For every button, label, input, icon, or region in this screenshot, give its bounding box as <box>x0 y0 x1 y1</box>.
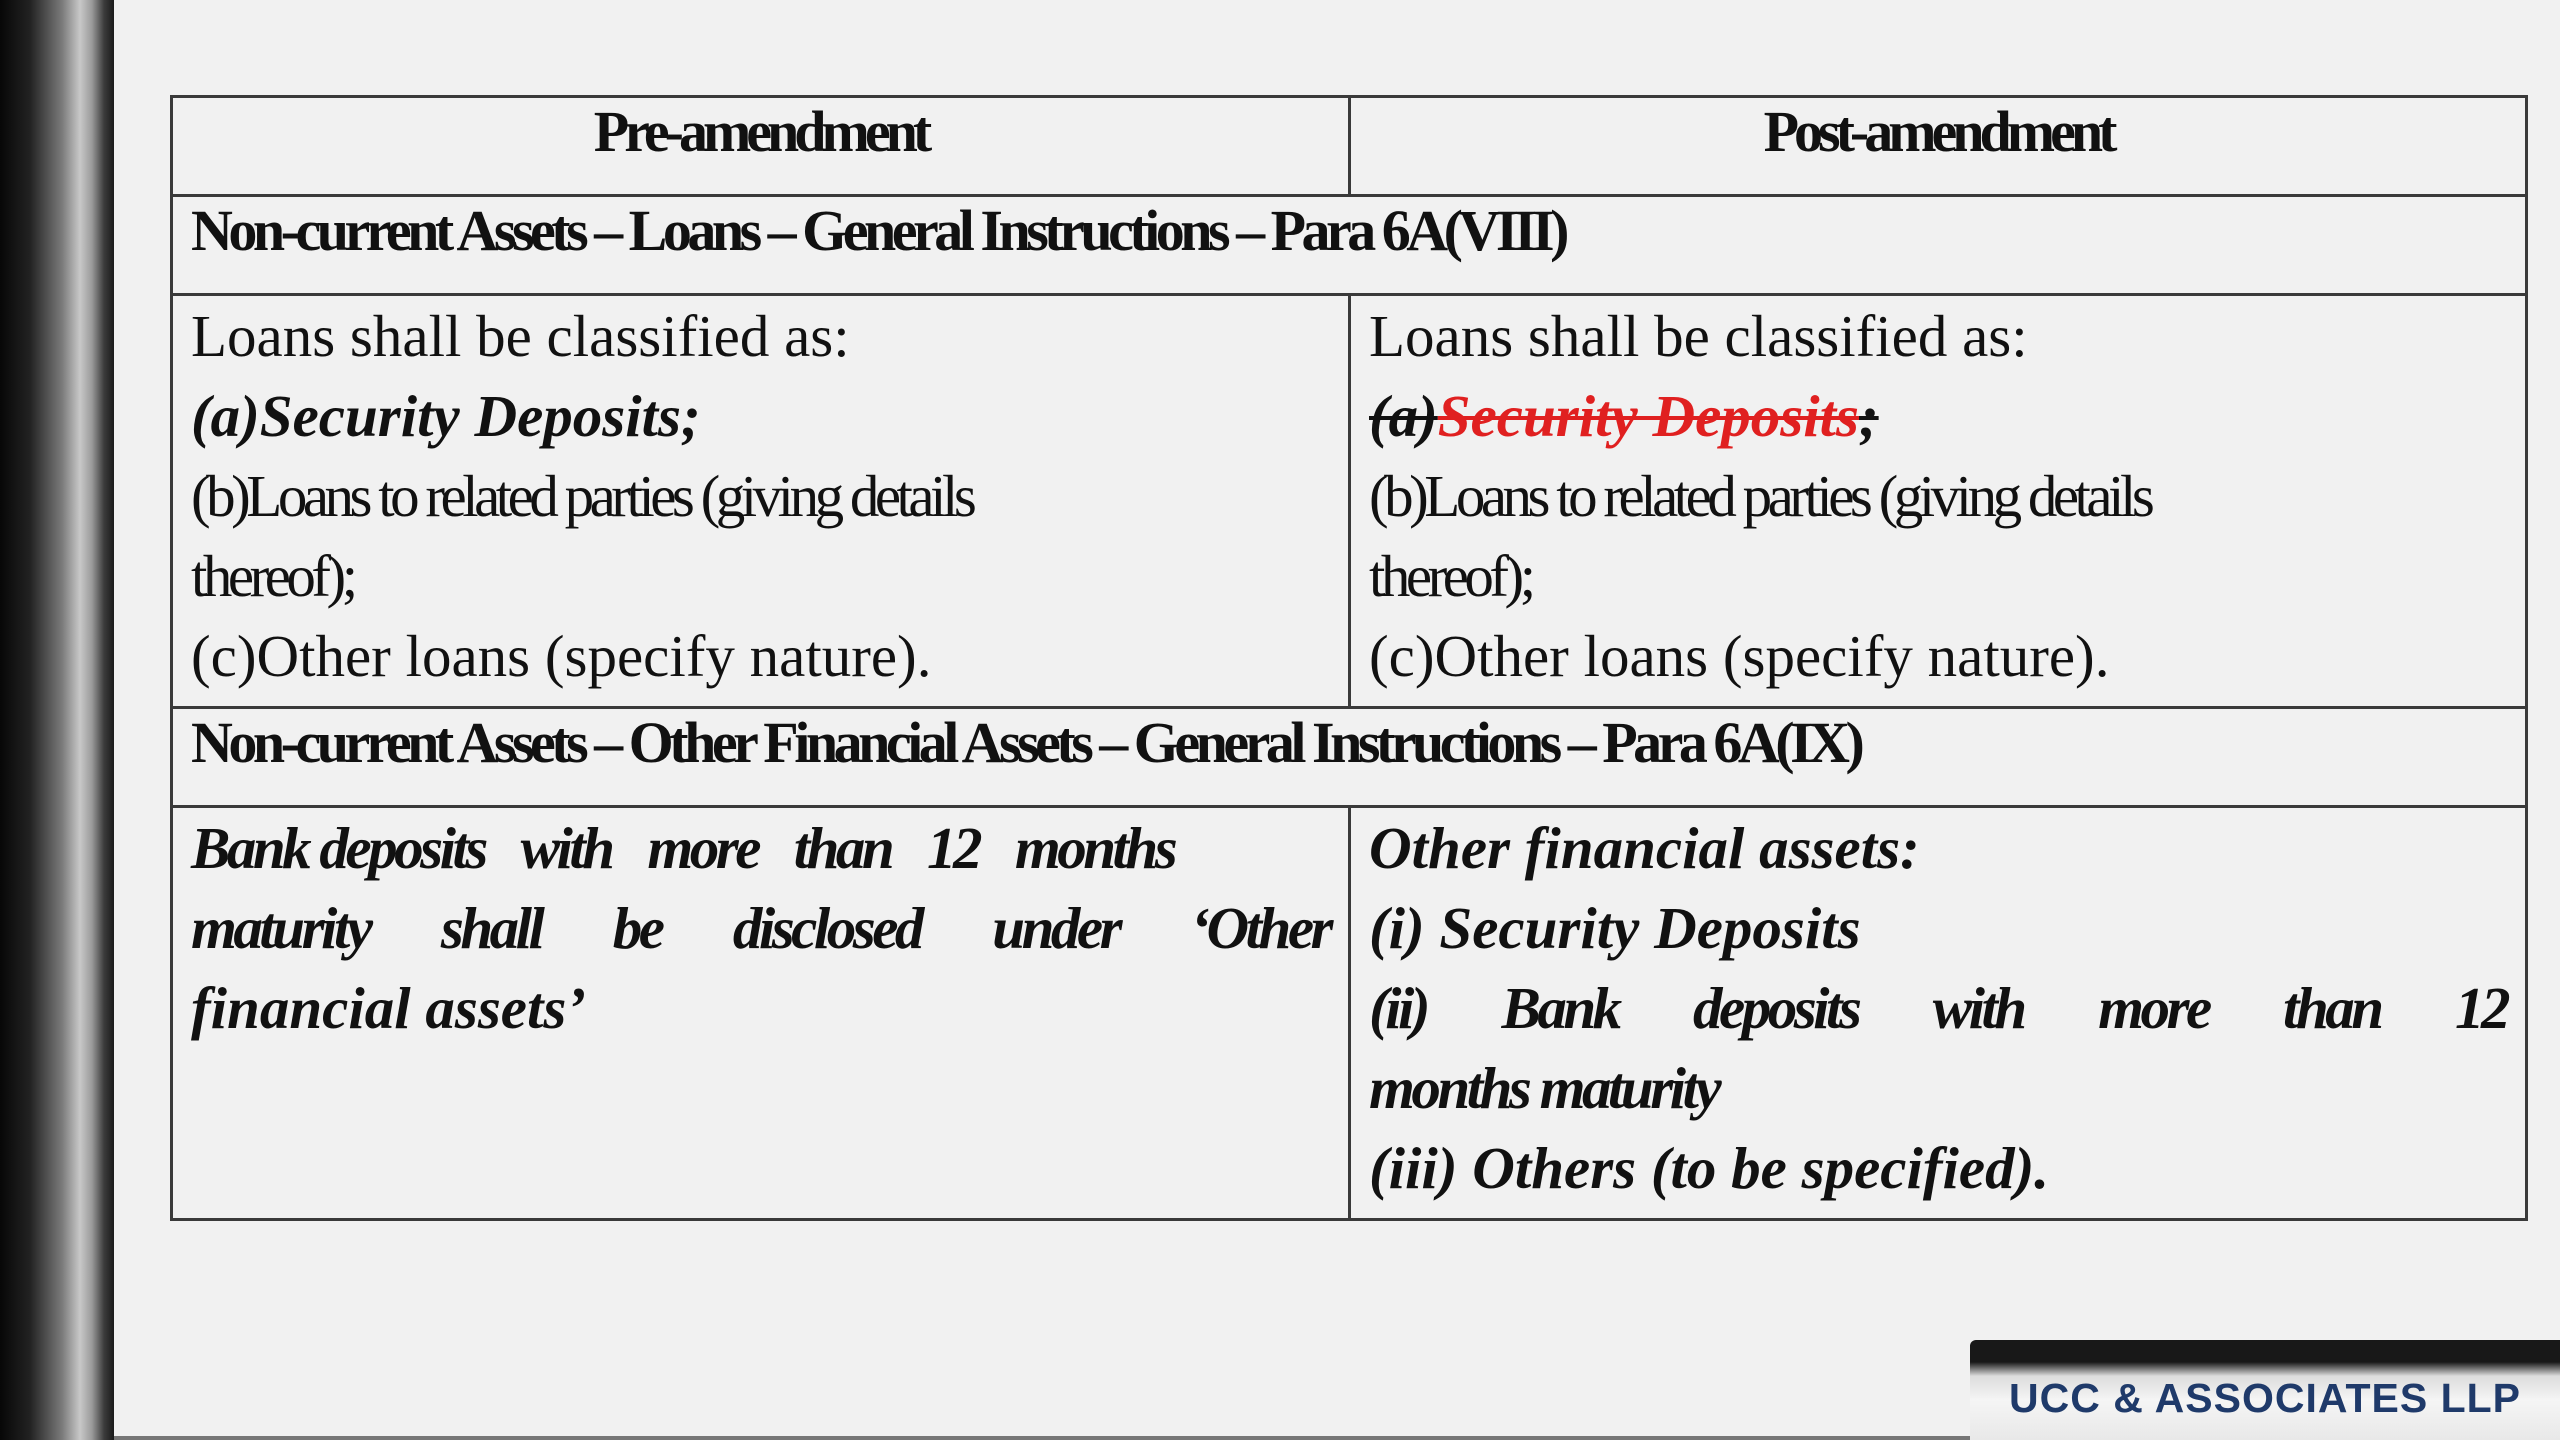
slide-left-border <box>0 0 114 1440</box>
pre-item-a-label: (a) <box>191 383 260 449</box>
post-ofa-line3 <box>1369 968 2507 1048</box>
pre-ofa-word: shall <box>440 895 542 961</box>
post-loans-item-c <box>1369 616 2507 696</box>
other-financial-assets-content-row <box>172 807 2527 1220</box>
pre-loans-item-c <box>191 616 1330 696</box>
post-amendment-loans-cell <box>1350 295 2527 708</box>
loans-content-row <box>172 295 2527 708</box>
section-row-loans <box>172 196 2527 295</box>
pre-loans-intro: Loans shall be classified as: <box>191 303 850 369</box>
post-loans-item-b-line2: thereof); <box>1369 543 1532 609</box>
post-amendment-ofa-cell <box>1350 807 2527 1220</box>
section-row-other-financial-assets <box>172 708 2527 807</box>
pre-ofa-word: with <box>520 815 612 881</box>
post-loans-item-b-line1: (b)Loans to related parties (giving details <box>1369 463 2151 529</box>
header-row <box>172 97 2527 196</box>
post-ofa-line1: Other financial assets: <box>1369 815 1920 881</box>
header-post-amendment: Post-amendment <box>1350 97 2527 196</box>
post-item-c-text: Other loans (specify nature). <box>1434 623 2110 689</box>
pre-ofa-word: disclosed <box>732 895 921 961</box>
pre-ofa-word: than <box>793 815 892 881</box>
pre-loans-item-b-line2: thereof); <box>191 543 354 609</box>
post-ofa-line2: (i) Security Deposits <box>1369 895 1861 961</box>
pre-ofa-line2 <box>191 888 1330 968</box>
post-loans-item-a-deleted <box>1369 376 2507 456</box>
pre-ofa-line3: financial assets’ <box>191 975 586 1041</box>
pre-ofa-word: ‘Other <box>1190 895 1330 961</box>
pre-item-a-text: Security Deposits; <box>259 383 701 449</box>
post-item-a-semicolon-struck: ; <box>1858 383 1879 449</box>
pre-item-c-label: (c) <box>191 623 257 689</box>
pre-ofa-word: months <box>1014 815 1175 881</box>
post-ofa-word: 12 <box>2454 975 2507 1041</box>
post-ofa-word: deposits <box>1693 975 1859 1041</box>
post-ofa-word: Bank <box>1501 975 1619 1041</box>
pre-ofa-word: more <box>647 815 758 881</box>
pre-amendment-loans-cell <box>172 295 1350 708</box>
pre-amendment-ofa-cell <box>172 807 1350 1220</box>
pre-ofa-word: 12 <box>927 815 980 881</box>
pre-loans-item-b-line1: (b)Loans to related parties (giving details <box>191 463 973 529</box>
section-title-other-financial-assets: Non-current Assets – Other Financial Assets – General Instructions – Para 6A(IX) <box>172 708 2527 807</box>
post-item-c-label: (c) <box>1369 623 1435 689</box>
post-ofa-line4: months maturity <box>1369 1055 1719 1121</box>
header-pre-amendment: Pre-amendment <box>172 97 1350 196</box>
post-item-a-label-struck: (a) <box>1369 383 1438 449</box>
post-ofa-word: with <box>1932 975 2024 1041</box>
pre-ofa-word: Bank deposits <box>191 815 485 881</box>
post-item-a-text-struck: Security Deposits <box>1437 383 1859 449</box>
pre-ofa-word: under <box>992 895 1120 961</box>
post-ofa-word: more <box>2098 975 2209 1041</box>
pre-loans-item-a <box>191 376 1330 456</box>
company-logo <box>1970 1340 2560 1440</box>
post-ofa-word: (ii) <box>1369 975 1428 1041</box>
post-loans-intro: Loans shall be classified as: <box>1369 303 2028 369</box>
logo-text: UCC & ASSOCIATES LLP <box>2008 1375 2522 1421</box>
post-ofa-line5: (iii) Others (to be specified). <box>1369 1135 2049 1201</box>
pre-item-c-text: Other loans (specify nature). <box>256 623 932 689</box>
pre-ofa-word: maturity <box>191 895 370 961</box>
section-title-loans: Non-current Assets – Loans – General Instructions – Para 6A(VIII) <box>172 196 2527 295</box>
pre-ofa-word: be <box>612 895 662 961</box>
post-ofa-word: than <box>2283 975 2381 1041</box>
pre-ofa-line1 <box>191 808 1330 888</box>
amendment-comparison-table <box>170 95 2528 1221</box>
